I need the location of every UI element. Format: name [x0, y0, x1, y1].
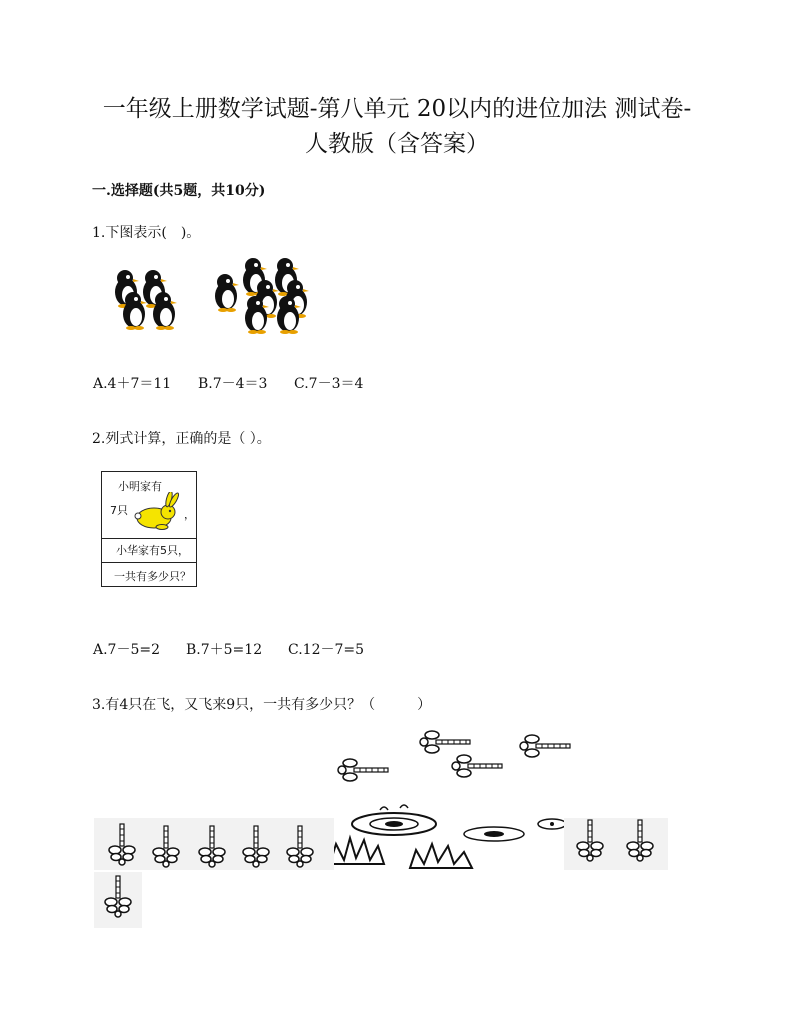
- problem-card: [101, 471, 197, 587]
- question-1-option-a[interactable]: A.4＋7＝11: [93, 376, 172, 392]
- card-comma: ，: [184, 508, 195, 521]
- penguins-image: [106, 258, 326, 336]
- question-1-option-b[interactable]: B.7－4＝3: [198, 376, 268, 392]
- penguin-icon: [215, 274, 239, 312]
- card-divider: [102, 562, 196, 563]
- question-2-option-a[interactable]: A.7－5=2: [93, 642, 161, 658]
- dragonfly-icon: [338, 759, 388, 781]
- penguin-icon: [123, 292, 147, 330]
- question-2-option-c[interactable]: C.12－7=5: [288, 642, 365, 658]
- card-line-1: 小明家有: [118, 480, 162, 493]
- page-title-line1: 一年级上册数学试题-第八单元 20以内的进位加法 测试卷-: [102, 96, 692, 122]
- question-1-stem: 1.下图表示( )。: [92, 225, 201, 241]
- page-title-line2: 人教版（含答案）: [305, 131, 489, 157]
- question-2-option-b[interactable]: B.7＋5=12: [186, 642, 263, 658]
- card-line-2: 7只: [110, 504, 128, 517]
- card-line-4: 一共有多少只？: [114, 570, 191, 583]
- card-divider: [102, 538, 196, 539]
- penguin-icon: [153, 292, 177, 330]
- grass-icon: [330, 838, 384, 864]
- question-3-stem: 3.有4只在飞，又飞来9只，一共有多少只？（ ）: [92, 697, 432, 713]
- dragonflies-pond-image: [94, 726, 674, 931]
- grass-icon: [410, 844, 472, 868]
- rabbit-icon: [132, 492, 182, 532]
- pond-ripples: [352, 805, 566, 841]
- card-line-3: 小华家有5只，: [116, 544, 189, 557]
- question-2-stem: 2.列式计算，正确的是（ ）。: [92, 431, 271, 447]
- section-heading: 一.选择题(共5题，共10分): [92, 183, 266, 199]
- dragonfly-icon: [520, 735, 570, 757]
- dragonfly-icon: [452, 755, 502, 777]
- question-1-option-c[interactable]: C.7－3＝4: [294, 376, 364, 392]
- dragonfly-icon: [420, 731, 470, 753]
